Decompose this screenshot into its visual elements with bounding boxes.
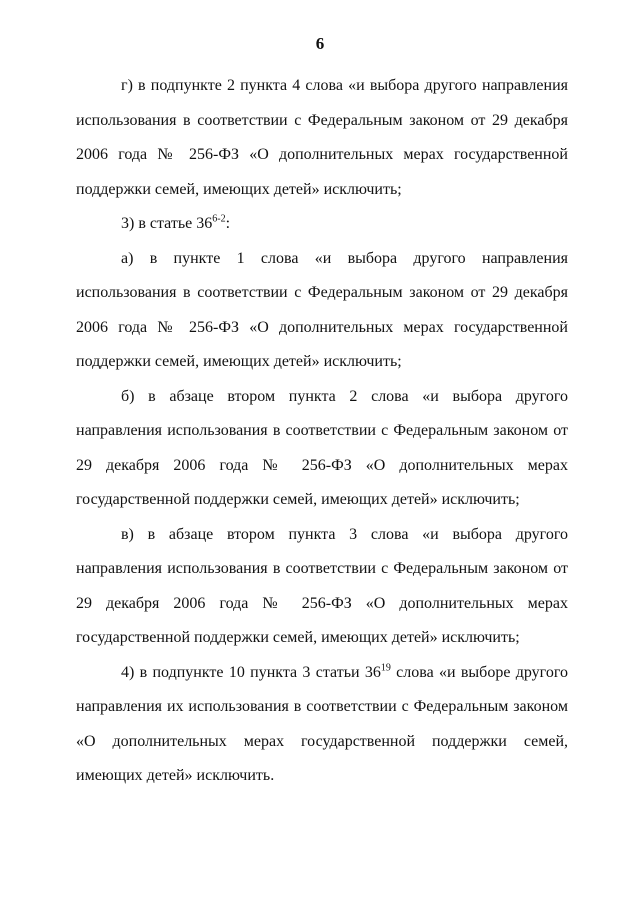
paragraph-g: г) в подпункте 2 пункта 4 слова «и выбора другого направления использования в соответствии с Федеральным законом от 29 декабря 2006 года № 256-ФЗ «О дополнительных мерах государственной поддержки семей, имеющих детей» исключить; (76, 77, 568, 198)
article-4-text: 4) в подпункте 10 пункта 3 статьи 36 (121, 663, 381, 681)
paragraph-v: в) в абзаце втором пункта 3 слова «и выбора другого направления использования в соответствии с Федеральным законом от 29 декабря 2006 года № 256-ФЗ «О дополнительных мерах государственной поддержки семей, имеющих детей» исключить; (76, 525, 568, 646)
paragraph-article-4 (76, 656, 568, 794)
article-4-suffix: слова «и выборе другого направления их использования в соответствии с Федеральным законом «О дополнительных мерах государственной поддержки семей, имеющих детей» исключить. (76, 663, 568, 784)
article-3-superscript: 6-2 (212, 213, 226, 225)
paragraph-a: а) в пункте 1 слова «и выбора другого направления использования в соответствии с Федеральным законом от 29 декабря 2006 года № 256-ФЗ «О дополнительных мерах государственной поддержки семей, имеющих детей» исключить; (76, 249, 568, 370)
article-4-superscript: 19 (380, 662, 391, 674)
paragraph-b: б) в абзаце втором пункта 2 слова «и выбора другого направления использования в соответствии с Федеральным законом от 29 декабря 2006 года № 256-ФЗ «О дополнительных мерах государственной поддержки семей, имеющих детей» исключить; (76, 387, 568, 508)
paragraph-article-3 (76, 207, 568, 242)
article-3-suffix: : (225, 215, 231, 232)
document-body (76, 69, 568, 794)
page-number: 6 (315, 34, 325, 53)
article-3-text: 3) в статье 36 (121, 215, 213, 232)
